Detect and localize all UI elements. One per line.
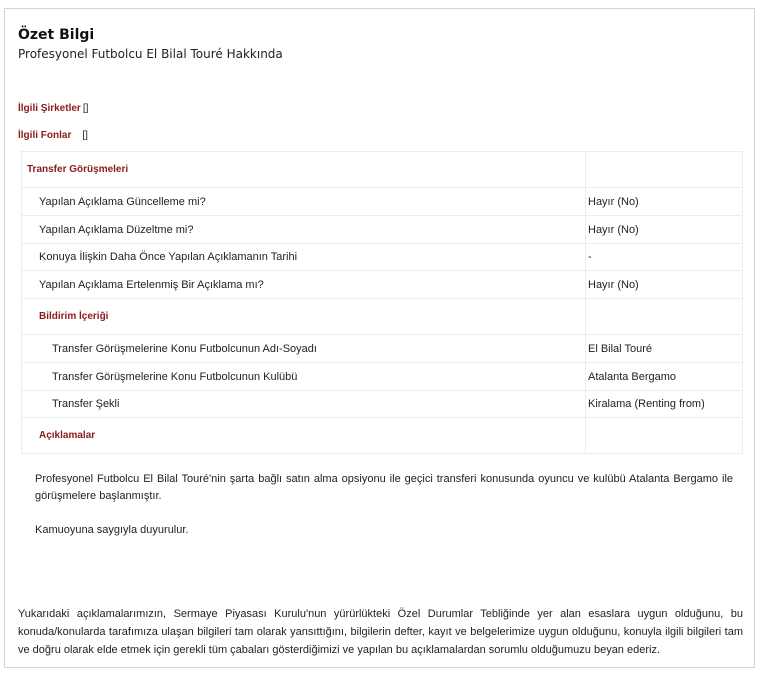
row-label: Transfer Şekli — [22, 391, 586, 418]
explanation-paragraph: Profesyonel Futbolcu El Bilal Touré'nin şarta bağlı satın alma opsiyonu ile geçici transferi konusunda oyuncu ve kulübü Atalanta Bergamo ile görüşmelere başlanmıştır. — [35, 473, 733, 502]
row-label: Yapılan Açıklama Güncelleme mi? — [22, 188, 586, 216]
notes-header-row — [22, 418, 743, 454]
related-funds-label: İlgili Fonlar — [18, 130, 72, 141]
sub-section-title: Bildirim İçeriği — [22, 299, 586, 335]
related-companies-row — [18, 103, 88, 114]
related-companies-label: İlgili Şirketler — [18, 103, 81, 114]
row-label: Transfer Görüşmelerine Konu Futbolcunun Adı-Soyadı — [22, 335, 586, 363]
row-value: Kiralama (Renting from) — [586, 391, 743, 418]
table-row — [22, 216, 743, 244]
row-value: - — [586, 244, 743, 271]
row-value: El Bilal Touré — [586, 335, 743, 363]
row-label: Yapılan Açıklama Düzeltme mi? — [22, 216, 586, 244]
disclosure-table — [21, 151, 743, 454]
closing-paragraph: Kamuoyuna saygıyla duyurulur. — [35, 524, 189, 536]
table-row — [22, 271, 743, 299]
page-title: Özet Bilgi — [18, 27, 95, 43]
table-row — [22, 391, 743, 418]
row-value: Atalanta Bergamo — [586, 363, 743, 391]
related-funds-value: [] — [82, 130, 88, 141]
table-row — [22, 188, 743, 216]
related-companies-value: [] — [82, 103, 89, 114]
related-funds-row — [18, 130, 88, 141]
page-subtitle: Profesyonel Futbolcu El Bilal Touré Hakkında — [18, 47, 283, 61]
sub-section-header-row — [22, 299, 743, 335]
table-row — [22, 244, 743, 271]
row-value: Hayır (No) — [586, 271, 743, 299]
row-label: Yapılan Açıklama Ertelenmiş Bir Açıklama mı? — [22, 271, 586, 299]
row-label: Transfer Görüşmelerine Konu Futbolcunun Kulübü — [22, 363, 586, 391]
section-header-row — [22, 152, 743, 188]
row-label: Konuya İlişkin Daha Önce Yapılan Açıklamanın Tarihi — [22, 244, 586, 271]
table-row — [22, 363, 743, 391]
row-value: Hayır (No) — [586, 188, 743, 216]
notes-title: Açıklamalar — [22, 418, 586, 454]
legal-disclaimer: Yukarıdaki açıklamalarımızın, Sermaye Piyasası Kurulu'nun yürürlükteki Özel Durumlar Tebliğinde yer alan esaslara uygun olduğunu, bu konuda/konularda tarafımıza ulaşan bilgileri tam olarak yansıttığını, bilgilerin defter, kayıt ve belgelerimize uygun olduğunu, konuyla ilgili bilgileri tam ve doğru olarak elde etmek için gerekli tüm çabaları gösterdiğimizi ve yapılan bu açıklamalardan sorumlu olduğumuzu beyan ederiz. — [18, 608, 743, 656]
row-value: Hayır (No) — [586, 216, 743, 244]
section-title: Transfer Görüşmeleri — [22, 152, 586, 188]
table-row — [22, 335, 743, 363]
